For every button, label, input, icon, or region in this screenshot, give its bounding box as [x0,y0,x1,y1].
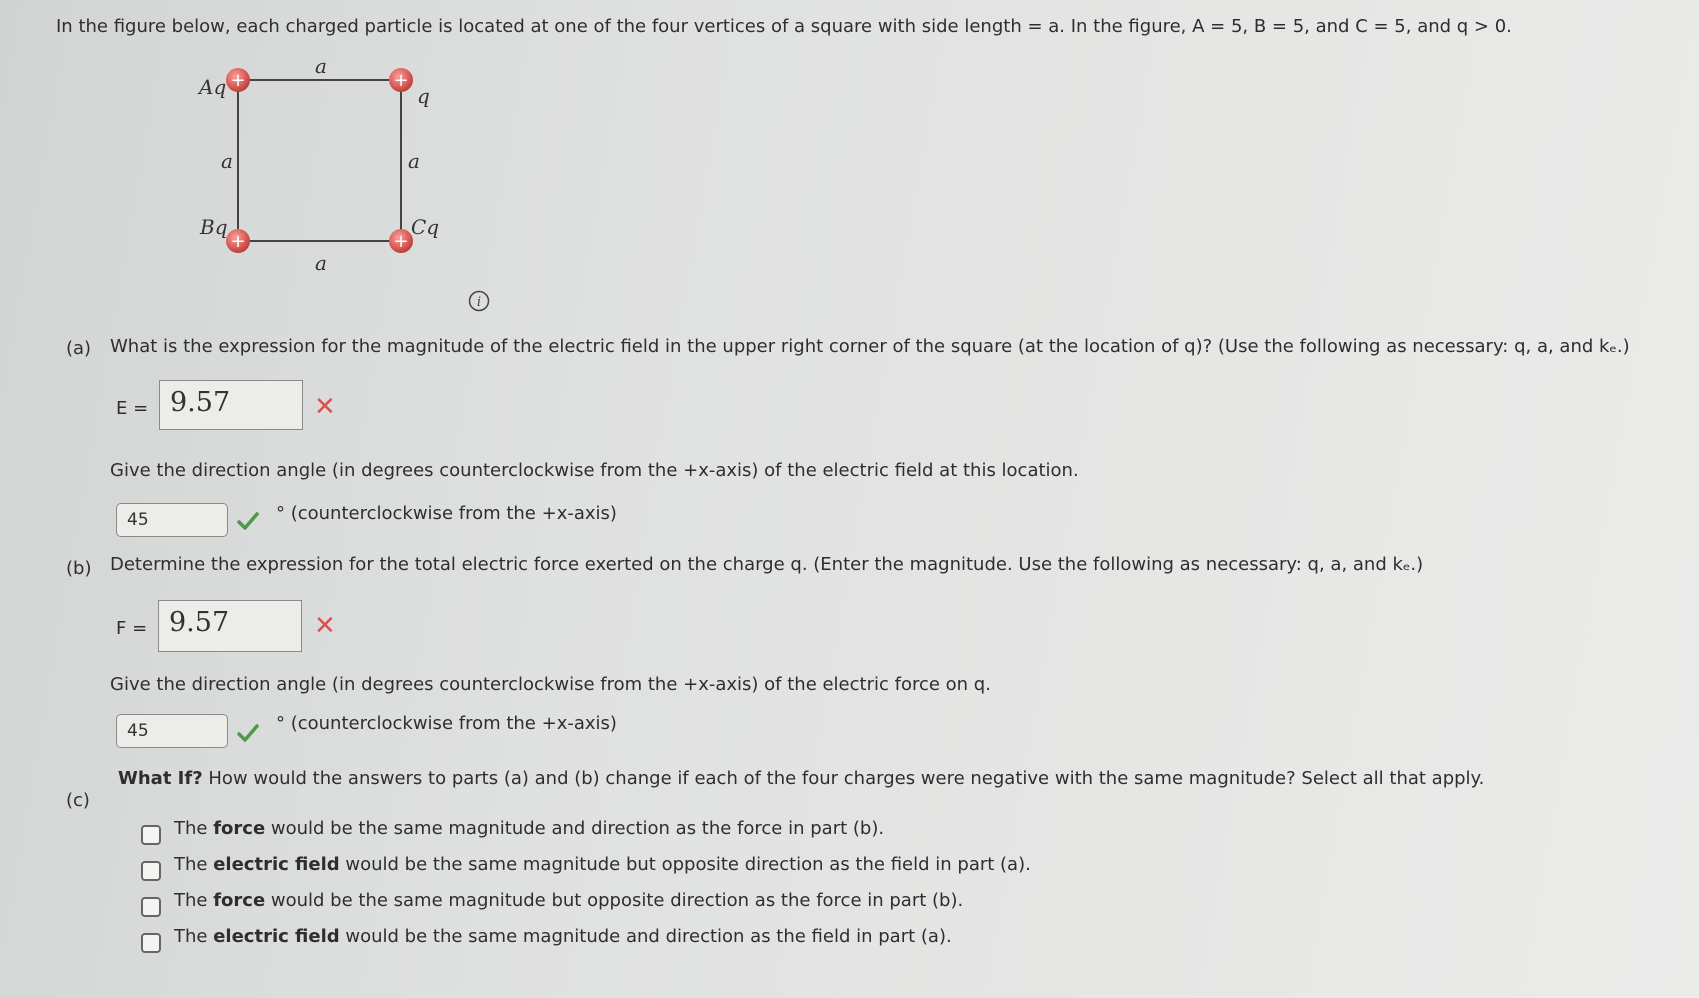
e-direction-input[interactable]: 45 [116,503,228,537]
svg-text:i: i [476,295,482,310]
option-checkbox-4[interactable] [141,933,161,953]
plus-sign-icon: + [393,70,409,91]
checkmark-icon [236,510,260,532]
option-checkbox-1[interactable] [141,825,161,845]
square-charge-figure [156,54,506,298]
label-side-top: a [315,54,327,78]
plus-sign-icon: + [393,231,409,252]
part-b-direction-prompt: Give the direction angle (in degrees counterclockwise from the +x-axis) of the electric force on q. [110,674,991,695]
x-mark-icon: ✕ [314,611,336,641]
e-direction-unit: ° (counterclockwise from the +x-axis) [276,503,617,524]
part-a-letter: (a) [66,338,92,359]
part-b-letter: (b) [66,558,92,579]
f-answer-input[interactable]: 9.57 [158,600,302,652]
label-aq: Aq [199,75,227,99]
part-c-question-text: How would the answers to parts (a) and (b) change if each of the four charges were negative with the same magnitude? Select all that apply. [202,768,1485,789]
f-direction-unit: ° (counterclockwise from the +x-axis) [276,713,617,734]
part-b-question: Determine the expression for the total electric force exerted on the charge q. (Enter the magnitude. Use the following as necessary: q, a, and kₑ.) [110,554,1424,575]
checkmark-icon [236,722,260,744]
option-label-4[interactable]: The electric field would be the same magnitude and direction as the field in part (a). [174,926,952,947]
charge-top-left [226,68,250,92]
info-icon[interactable] [468,290,490,312]
plus-sign-icon: + [230,70,246,91]
what-if-label: What If? [118,768,203,789]
option-label-2[interactable]: The electric field would be the same magnitude but opposite direction as the field in part (a). [174,854,1031,875]
charge-bottom-right [389,229,413,253]
question-page [36,0,1699,998]
e-answer-input[interactable]: 9.57 [159,380,303,430]
part-a-question: What is the expression for the magnitude of the electric field in the upper right corner of the square (at the location of q)? (Use the following as necessary: q, a, and kₑ.) [110,336,1630,357]
option-label-1[interactable]: The force would be the same magnitude and direction as the force in part (b). [174,818,885,839]
f-label: F = [116,618,148,639]
part-a-direction-prompt: Give the direction angle (in degrees counterclockwise from the +x-axis) of the electric field at this location. [110,460,1079,481]
option-checkbox-2[interactable] [141,861,161,881]
f-direction-input[interactable]: 45 [116,714,228,748]
plus-sign-icon: + [230,231,246,252]
label-side-left: a [221,149,233,173]
option-checkbox-3[interactable] [141,897,161,917]
option-label-3[interactable]: The force would be the same magnitude but opposite direction as the force in part (b). [174,890,964,911]
label-bq: Bq [200,215,228,239]
part-c-letter: (c) [66,790,90,811]
e-label: E = [116,398,149,419]
label-cq: Cq [411,215,440,239]
part-c-question [118,768,1484,789]
charge-top-right [389,68,413,92]
x-mark-icon: ✕ [314,392,336,422]
label-side-bottom: a [315,251,327,275]
charge-bottom-left [226,229,250,253]
intro-text: In the figure below, each charged particle is located at one of the four vertices of a square with side length = a. In the figure, A = 5, B = 5, and C = 5, and q > 0. [56,16,1512,37]
label-side-right: a [408,149,420,173]
label-q: q [417,84,430,108]
